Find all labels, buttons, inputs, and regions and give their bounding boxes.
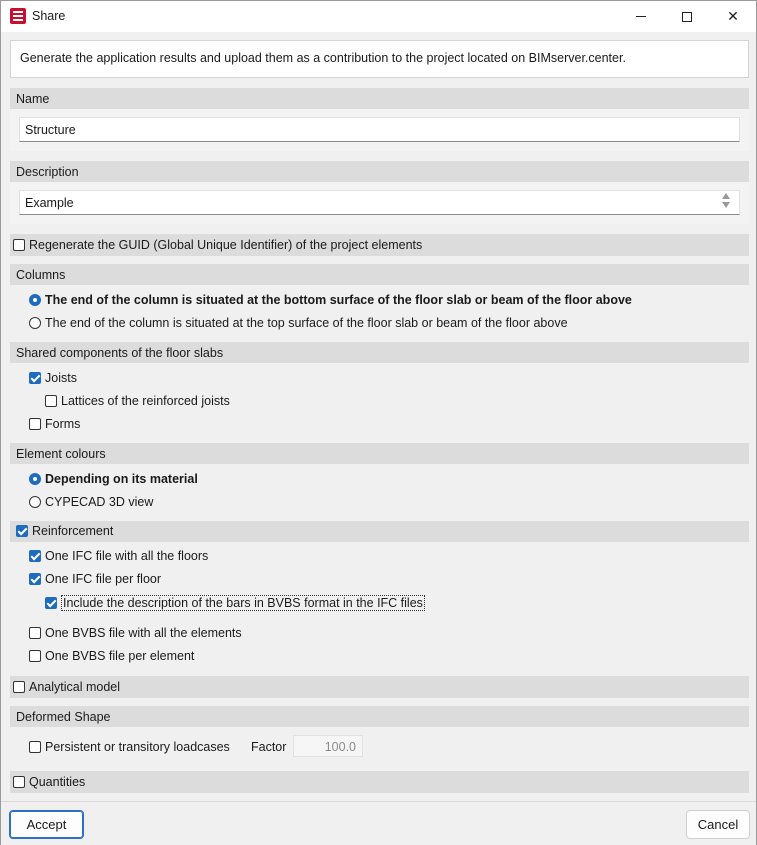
regenerate-guid-checkbox[interactable] <box>13 238 422 252</box>
deformed-shape-label: Deformed Shape <box>16 710 111 724</box>
columns-option-top-radio[interactable] <box>29 316 568 330</box>
analytical-model-check[interactable] <box>13 681 25 693</box>
include-bvbs-check[interactable] <box>45 597 57 609</box>
lattices-checkbox[interactable] <box>45 394 230 408</box>
colour-material-dot[interactable] <box>29 473 41 485</box>
ifc-per-floor-label: One IFC file per floor <box>45 572 162 586</box>
quantities-checkbox[interactable] <box>13 775 85 789</box>
quantities-header <box>10 771 749 793</box>
bvbs-per-element-check[interactable] <box>29 650 41 662</box>
minimize-button[interactable] <box>618 1 664 32</box>
reinforcement-checkbox[interactable] <box>16 524 113 538</box>
analytical-model-header <box>10 676 749 698</box>
factor-label: Factor <box>251 740 287 754</box>
cancel-button[interactable]: Cancel <box>686 810 750 839</box>
reinforcement-label: Reinforcement <box>32 524 114 538</box>
include-bvbs-label: Include the description of the bars in BVBS format in the IFC files <box>63 596 423 610</box>
columns-label: Columns <box>16 268 66 282</box>
title-bar[interactable] <box>1 1 756 32</box>
ifc-all-floors-check[interactable] <box>29 550 41 562</box>
quantities-label: Quantities <box>29 775 86 789</box>
loadcases-label: Persistent or transitory loadcases <box>45 740 230 754</box>
shared-components-section-header <box>10 342 749 363</box>
name-section-header <box>10 88 749 109</box>
loadcases-check[interactable] <box>29 741 41 753</box>
reinforcement-check[interactable] <box>16 525 28 537</box>
regenerate-guid-check[interactable] <box>13 239 25 251</box>
colour-material-label: Depending on its material <box>45 472 198 486</box>
minimize-icon <box>636 16 646 17</box>
analytical-model-label: Analytical model <box>29 680 121 694</box>
ifc-per-floor-checkbox[interactable] <box>29 572 161 586</box>
scroll-down-icon[interactable] <box>722 202 730 208</box>
regenerate-guid-label: Regenerate the GUID (Global Unique Identifier) of the project elements <box>29 238 423 252</box>
forms-label: Forms <box>45 417 81 431</box>
columns-option-bottom-dot[interactable] <box>29 294 41 306</box>
bvbs-all-elements-check[interactable] <box>29 627 41 639</box>
forms-checkbox[interactable] <box>29 417 80 431</box>
joists-label: Joists <box>45 371 77 385</box>
description-input[interactable] <box>19 190 740 215</box>
bvbs-per-element-label: One BVBS file per element <box>45 649 195 663</box>
app-logo-icon <box>10 8 26 24</box>
scroll-up-icon[interactable] <box>722 193 730 199</box>
bvbs-all-elements-checkbox[interactable] <box>29 626 242 640</box>
include-bvbs-checkbox[interactable] <box>45 595 425 611</box>
description-input-value: Example <box>25 196 74 210</box>
maximize-button[interactable] <box>664 1 710 32</box>
columns-section-header <box>10 264 749 285</box>
description-section-header <box>10 161 749 182</box>
accept-button[interactable]: Accept <box>9 810 84 839</box>
quantities-check[interactable] <box>13 776 25 788</box>
dialog-footer <box>1 801 756 845</box>
close-button[interactable] <box>710 1 756 32</box>
close-icon: ✕ <box>727 8 739 25</box>
element-colours-label: Element colours <box>16 447 106 461</box>
shared-components-label: Shared components of the floor slabs <box>16 346 224 360</box>
joists-check[interactable] <box>29 372 41 384</box>
name-input-value: Structure <box>25 123 76 137</box>
columns-option-bottom-radio[interactable] <box>29 293 632 307</box>
element-colours-section-header <box>10 443 749 464</box>
colour-3d-view-radio[interactable] <box>29 495 153 509</box>
lattices-check[interactable] <box>45 395 57 407</box>
columns-option-bottom-label: The end of the column is situated at the bottom surface of the floor slab or beam of the floor above <box>45 293 632 307</box>
description-label: Description <box>16 165 79 179</box>
description-scroll[interactable] <box>722 193 731 211</box>
analytical-model-checkbox[interactable] <box>13 680 120 694</box>
columns-option-top-dot[interactable] <box>29 317 41 329</box>
factor-input[interactable]: 100.0 <box>293 735 363 757</box>
name-input[interactable] <box>19 117 740 142</box>
info-text: Generate the application results and upload them as a contribution to the project located on BIMserver.center. <box>20 51 626 65</box>
colour-3d-view-label: CYPECAD 3D view <box>45 495 154 509</box>
columns-option-top-label: The end of the column is situated at the top surface of the floor slab or beam of the floor above <box>45 316 568 330</box>
ifc-all-floors-checkbox[interactable] <box>29 549 208 563</box>
ifc-per-floor-check[interactable] <box>29 573 41 585</box>
info-panel <box>10 40 749 78</box>
forms-check[interactable] <box>29 418 41 430</box>
colour-material-radio[interactable] <box>29 472 198 486</box>
reinforcement-section-header <box>10 521 749 542</box>
lattices-label: Lattices of the reinforced joists <box>61 394 230 408</box>
maximize-icon <box>682 12 692 22</box>
bvbs-all-elements-label: One BVBS file with all the elements <box>45 626 242 640</box>
joists-checkbox[interactable] <box>29 371 77 385</box>
deformed-shape-section-header <box>10 706 749 727</box>
ifc-all-floors-label: One IFC file with all the floors <box>45 549 209 563</box>
name-label: Name <box>16 92 50 106</box>
colour-3d-view-dot[interactable] <box>29 496 41 508</box>
window-title: Share <box>32 9 66 23</box>
bvbs-per-element-checkbox[interactable] <box>29 649 194 663</box>
loadcases-checkbox[interactable] <box>29 740 230 754</box>
